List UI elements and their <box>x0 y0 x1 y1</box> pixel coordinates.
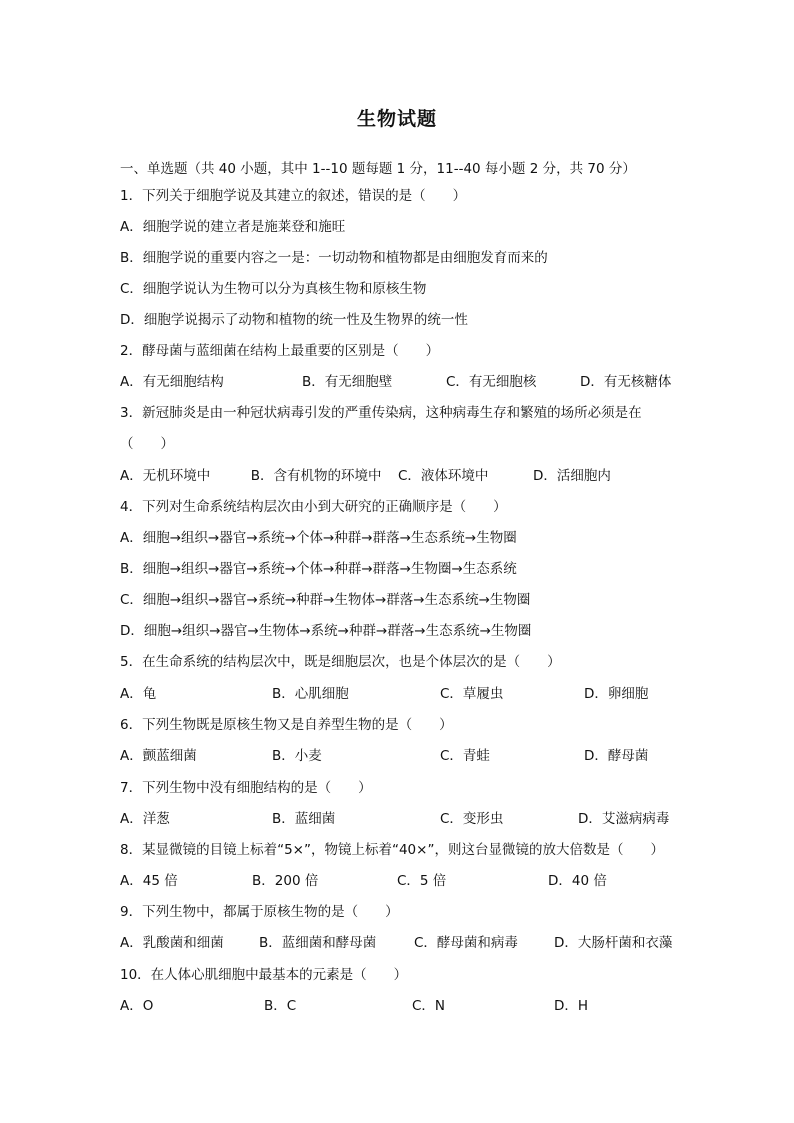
q5-option-c: C．草履虫 <box>440 686 504 702</box>
q7-option-a: A．洋葱 <box>120 811 170 827</box>
q1-option-a: A．细胞学说的建立者是施莱登和施旺 <box>120 219 346 235</box>
q8-option-d: D．40 倍 <box>548 873 607 889</box>
q9-option-c: C．酵母菌和病毒 <box>414 935 518 951</box>
q10-option-a: A．O <box>120 998 154 1014</box>
q4-option-a: A．细胞→组织→器官→系统→个体→种群→群落→生态系统→生物圈 <box>120 530 517 546</box>
q7-option-c: C．变形虫 <box>440 811 504 827</box>
q2-option-a: A．有无细胞结构 <box>120 374 224 390</box>
question-3-paren: （ ） <box>120 436 174 452</box>
q7-option-b: B．蓝细菌 <box>272 811 336 827</box>
q7-option-d: D．艾滋病病毒 <box>578 811 670 827</box>
q10-option-d: D．H <box>554 998 589 1014</box>
q2-option-b: B．有无细胞壁 <box>302 374 393 390</box>
q10-option-c: C．N <box>412 998 446 1014</box>
question-2: 2．酵母菌与蓝细菌在结构上最重要的区别是（ ） <box>120 343 440 359</box>
q6-option-d: D．酵母菌 <box>584 748 649 764</box>
question-7: 7．下列生物中没有细胞结构的是（ ） <box>120 780 372 796</box>
question-5: 5．在生命系统的结构层次中，既是细胞层次，也是个体层次的是（ ） <box>120 654 561 670</box>
q4-option-c: C．细胞→组织→器官→系统→种群→生物体→群落→生态系统→生物圈 <box>120 592 531 608</box>
q5-option-a: A．龟 <box>120 686 157 702</box>
q4-option-b: B．细胞→组织→器官→系统→个体→种群→群落→生物圈→生态系统 <box>120 561 517 577</box>
q5-option-d: D．卵细胞 <box>584 686 649 702</box>
q6-option-b: B．小麦 <box>272 748 322 764</box>
q1-option-d: D．细胞学说揭示了动物和植物的统一性及生物界的统一性 <box>120 312 468 328</box>
q8-option-a: A．45 倍 <box>120 873 178 889</box>
question-4: 4．下列对生命系统结构层次由小到大研究的正确顺序是（ ） <box>120 499 507 515</box>
q9-option-b: B．蓝细菌和酵母菌 <box>259 935 377 951</box>
q6-option-c: C．青蛙 <box>440 748 490 764</box>
question-6: 6．下列生物既是原核生物又是自养型生物的是（ ） <box>120 717 453 733</box>
q10-option-b: B．C <box>264 998 297 1014</box>
q1-option-c: C．细胞学说认为生物可以分为真核生物和原核生物 <box>120 281 427 297</box>
q8-option-c: C．5 倍 <box>397 873 447 889</box>
q1-option-b: B．细胞学说的重要内容之一是：一切动物和植物都是由细胞发育而来的 <box>120 250 548 266</box>
question-9: 9．下列生物中，都属于原核生物的是（ ） <box>120 904 399 920</box>
question-3: 3．新冠肺炎是由一种冠状病毒引发的严重传染病，这种病毒生存和繁殖的场所必须是在 <box>120 405 642 421</box>
q9-option-d: D．大肠杆菌和衣藻 <box>554 935 673 951</box>
q8-option-b: B．200 倍 <box>252 873 319 889</box>
q9-option-a: A．乳酸菌和细菌 <box>120 935 224 951</box>
section-heading: 一、单选题（共 40 小题，其中 1--10 题每题 1 分，11--40 每小题 2 分，共 70 分） <box>120 161 636 177</box>
q6-option-a: A．颤蓝细菌 <box>120 748 197 764</box>
question-1: 1．下列关于细胞学说及其建立的叙述，错误的是（ ） <box>120 188 467 204</box>
q2-option-c: C．有无细胞核 <box>446 374 537 390</box>
q3-option-c: C．液体环境中 <box>398 468 489 484</box>
q3-option-ab: A．无机环境中 B．含有机物的环境中 <box>120 468 382 484</box>
question-10: 10．在人体心肌细胞中最基本的元素是（ ） <box>120 967 408 983</box>
q5-option-b: B．心肌细胞 <box>272 686 349 702</box>
question-8: 8．某显微镜的目镜上标着“5×”，物镜上标着“40×”，则这台显微镜的放大倍数是（ ） <box>120 842 664 858</box>
q2-option-d: D．有无核糖体 <box>580 374 672 390</box>
q3-option-d: D．活细胞内 <box>533 468 611 484</box>
page-title: 生物试题 <box>356 108 437 130</box>
q4-option-d: D．细胞→组织→器官→生物体→系统→种群→群落→生态系统→生物圈 <box>120 623 532 639</box>
